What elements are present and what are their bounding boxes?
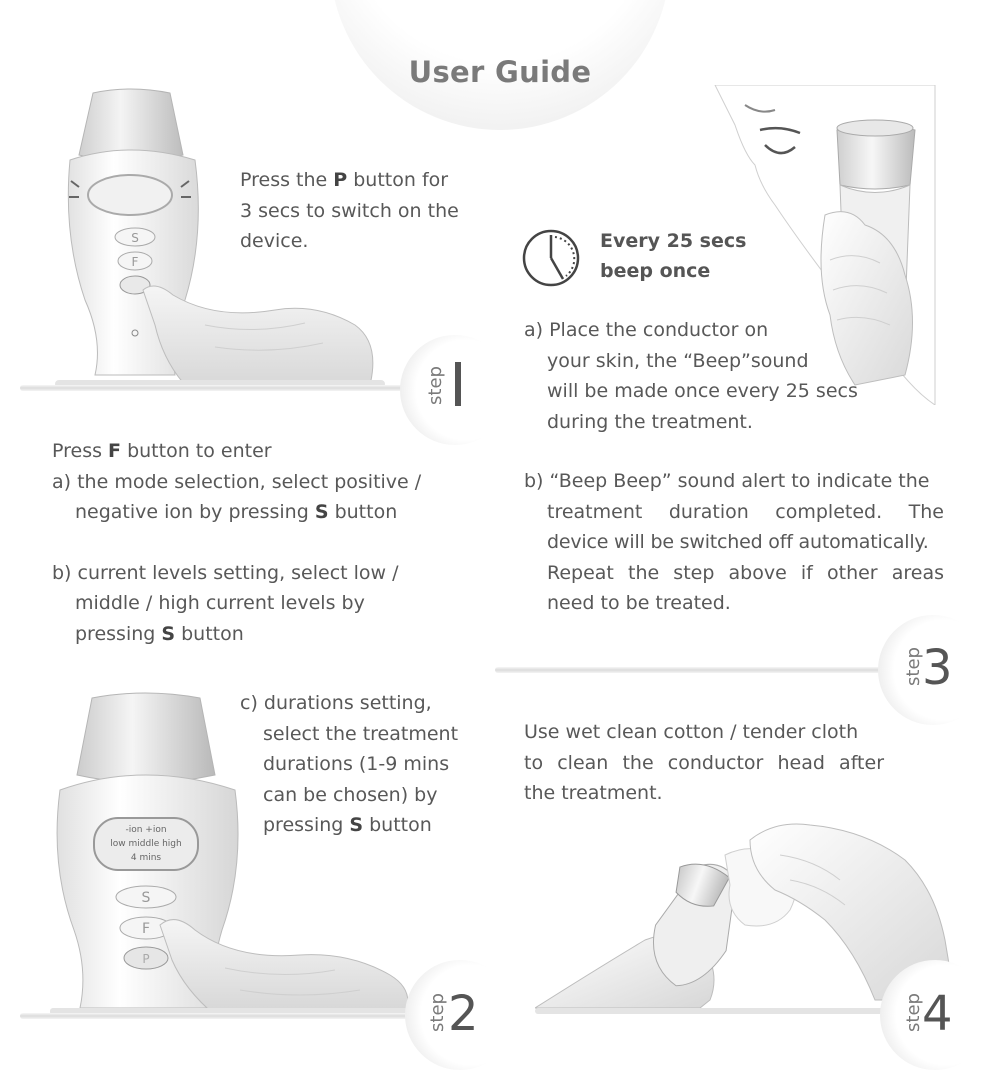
step1-line2: 3 secs to switch on the: [240, 199, 459, 222]
device-button-s-step2: S: [141, 890, 151, 906]
screen-level-text: low middle high: [110, 839, 182, 849]
step4-label-word: step: [902, 993, 924, 1032]
step3-label-word: step: [902, 647, 924, 686]
step3-instruction-b: b) “Beep Beep” sound alert to indicate the treatment duration completed. The device will be switched off automatically. Repeat the step above if other areas need to be treated.: [524, 470, 944, 614]
timer-line1: Every 25 secs: [600, 230, 747, 252]
step3-label-number: 3: [922, 640, 953, 696]
page-title: User Guide: [408, 55, 592, 89]
step2-intro: Press F button to enter: [52, 440, 272, 462]
step4-label-number: 4: [922, 986, 953, 1042]
step2-instructions: Press F button to enter a) the mode selection, select positive / negative ion by pressing S button b) current levels setting, select low / middle / high current levels by pressing S button: [52, 436, 472, 649]
step3-instruction-a: a) Place the conductor on your skin, the “Beep”sound will be made once every 25 secs during the treatment.: [524, 319, 858, 433]
timer-line2: beep once: [600, 260, 711, 282]
step2-label-word: step: [426, 993, 448, 1032]
screen-duration-text: 4 mins: [130, 853, 162, 863]
step1-label-number: [455, 362, 461, 406]
device-button-f-step2: F: [141, 921, 151, 937]
step4-instructions: Use wet clean cotton / tender cloth to clean the conductor head after the treatment.: [524, 721, 884, 804]
step2-label-number: 2: [448, 986, 479, 1042]
step1-line3: device.: [240, 230, 309, 252]
timer-icon: [521, 228, 581, 288]
screen-ion-text: -ion +ion: [125, 825, 167, 835]
step2-divider: [20, 1013, 420, 1019]
step1-divider: [20, 385, 410, 391]
timer-caption: [600, 226, 746, 286]
device-button-p-step2: P: [142, 952, 150, 966]
device-button-s: S: [131, 231, 139, 245]
step3-divider: [495, 667, 935, 673]
step2-instruction-c: c) durations setting, select the treatment durations (1-9 mins can be chosen) by pressing S button: [240, 692, 459, 836]
step1-instructions: [240, 165, 490, 257]
step1-label-word: step: [424, 366, 446, 405]
step1-line1: Press the P button for: [240, 169, 449, 191]
device-button-f: F: [131, 255, 139, 269]
